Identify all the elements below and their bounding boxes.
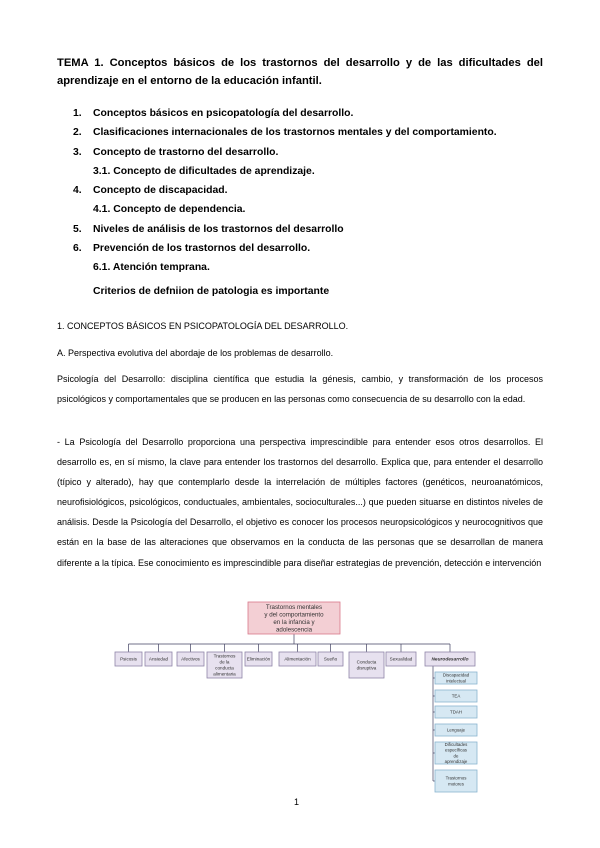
toc-number: 5. xyxy=(73,223,82,235)
document-title: TEMA 1. Conceptos básicos de los trastornos del desarrollo y de las dificultades del aprendizaje en el entorno de la educación infantil. xyxy=(57,57,543,87)
toc-number: 3. xyxy=(73,146,82,158)
org-root-label: y del comportamiento xyxy=(264,611,324,619)
org-branch-label: Alimentación xyxy=(284,656,311,662)
org-root-label: adolescencia xyxy=(275,626,313,634)
toc-text: Niveles de análisis de los trastornos del desarrollo xyxy=(93,223,344,235)
toc-number: 4. xyxy=(73,185,82,197)
toc-text: 4.1. Concepto de dependencia. xyxy=(93,204,246,216)
table-of-contents xyxy=(73,104,543,278)
toc-text: 6.1. Atención temprana. xyxy=(93,262,210,274)
subheading: A. Perspectiva evolutiva del abordaje de los problemas de desarrollo. xyxy=(57,348,334,358)
toc-item xyxy=(73,181,543,200)
criteria-note: Criterios de defniion de patologia es importante xyxy=(93,286,330,297)
org-sub-item xyxy=(435,724,477,736)
org-sub-item xyxy=(435,672,477,684)
org-branch-label: Afectivos xyxy=(181,656,200,662)
org-branch-label: alimentaria xyxy=(213,671,236,677)
org-sub-item xyxy=(435,706,477,718)
toc-subitem xyxy=(73,162,543,181)
org-branch xyxy=(318,652,343,666)
org-root xyxy=(248,602,340,634)
org-branch-label: de la xyxy=(219,659,230,665)
org-branch-label: Conducta xyxy=(356,659,377,665)
toc-text: Concepto de discapacidad. xyxy=(93,185,228,197)
org-branch xyxy=(386,652,416,666)
org-branch-label: conducta xyxy=(215,665,234,671)
org-sub-item-label: Discapacidad xyxy=(442,672,470,678)
org-branch-label: Psicosis xyxy=(120,656,137,662)
org-root-group xyxy=(248,602,340,634)
toc-subitem xyxy=(73,258,543,277)
toc-text: Prevención de los trastornos del desarrollo. xyxy=(93,243,311,255)
toc-text: Conceptos básicos en psicopatología del desarrollo. xyxy=(93,108,354,119)
org-sub-item xyxy=(435,690,477,702)
toc-text: 3.1. Concepto de dificultades de aprendizaje. xyxy=(93,165,315,177)
toc-number: 1. xyxy=(73,108,82,119)
org-branch xyxy=(207,652,242,678)
toc-subitem xyxy=(73,200,543,219)
org-branch-label: Eliminación xyxy=(246,656,271,662)
org-sub-item xyxy=(435,770,477,792)
org-sub-item-label: Lenguaje xyxy=(446,727,466,733)
paragraph-definition: Psicología del Desarrollo: disciplina científica que estudia la génesis, cambio, y transformación de los procesos psicológicos y comportamentales que se producen en las personas como consecuencia de su desarrollo con la edad. xyxy=(57,374,543,405)
org-branch xyxy=(425,652,475,666)
org-sub-item-label: aprendizaje xyxy=(444,759,468,765)
org-branch xyxy=(349,652,384,678)
org-branch-label: disruptiva xyxy=(356,665,377,671)
toc-number: 2. xyxy=(73,127,82,139)
org-branch xyxy=(145,652,172,666)
org-sub-item-label: de xyxy=(453,753,459,759)
org-branch-label: Neurodesarrollo xyxy=(431,657,469,663)
paragraph-perspective: - La Psicología del Desarrollo proporciona una perspectiva imprescindible para entender esos otros desarrollos. El desarrollo es, en sí mismo, la clave para entender los trastornos del desarrollo. Explica que, para entender el desarrollo (típico y alterado), hay que contemplarlo desde la interrelación de múltiples factores (genéticos, neuroanatómicos, neurofisiológicos, psicológicos, conductuales, ambientales, socioculturales...) que pueden situarse en distintos niveles de análisis. Desde la Psicología del Desarrollo, el objetivo es conocer los procesos neuropsicológicos y neurocognitivos que están en la base de las alteraciones que observamos en la conducta de las personas que se desarrollan de manera diferente a la típica. Ese conocimiento es imprescindible para diseñar estrategias de prevención, detección e intervención xyxy=(57,437,543,568)
toc-item xyxy=(73,143,543,162)
toc-item xyxy=(73,123,543,142)
org-branch xyxy=(245,652,272,666)
toc-text: Concepto de trastorno del desarrollo. xyxy=(93,146,279,158)
org-sub-item-label: intelectual xyxy=(446,678,466,684)
section-heading: 1. CONCEPTOS BÁSICOS EN PSICOPATOLOGÍA DEL DESARROLLO. xyxy=(57,321,349,331)
org-sub-group xyxy=(435,672,477,792)
org-root-label: en la infancia y xyxy=(273,618,315,626)
org-branch-label: Ansiedad xyxy=(148,656,169,662)
org-sub-item-label: específicas xyxy=(445,747,467,753)
org-branch xyxy=(115,652,142,666)
org-sub-item-label: motores xyxy=(448,781,464,787)
org-chart xyxy=(0,590,600,810)
toc-item xyxy=(73,239,543,258)
org-sub-item-label: Dificultades xyxy=(444,741,468,747)
org-sub-item-label: TDAH xyxy=(450,709,462,715)
org-branch xyxy=(177,652,204,666)
org-branch xyxy=(279,652,316,666)
org-branch-label: Sexualidad xyxy=(389,656,413,662)
toc-item xyxy=(73,220,543,239)
toc-number: 6. xyxy=(73,243,82,255)
org-branch-label: Trastornos xyxy=(213,653,236,659)
toc-item xyxy=(73,104,543,123)
page-number: 1 xyxy=(294,797,300,807)
org-sub-item-label: TEA xyxy=(451,693,461,699)
org-sub-item xyxy=(435,742,477,764)
org-sub-item-label: Trastornos xyxy=(445,775,467,781)
org-root-label: Trastornos mentales xyxy=(265,603,323,611)
org-branch-label: Sueño xyxy=(323,656,338,662)
toc-text: Clasificaciones internacionales de los trastornos mentales y del comportamiento. xyxy=(93,127,497,139)
org-branch-group xyxy=(115,652,475,678)
